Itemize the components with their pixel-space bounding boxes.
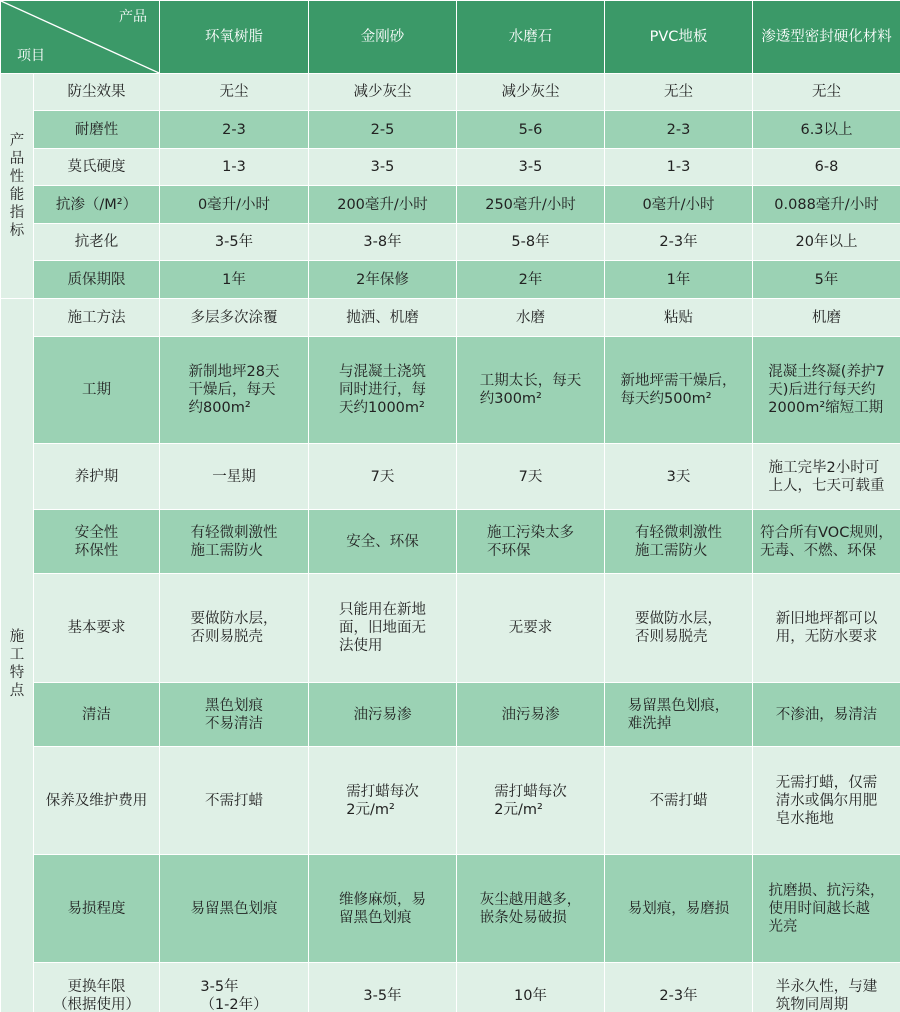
table-cell	[457, 855, 605, 963]
group-label-char: 性	[9, 169, 25, 185]
table-cell	[753, 74, 900, 111]
cell-text: 抗磨损、抗污染， 使用时间越长越 光亮	[768, 882, 885, 935]
row-label-text: 安全性 环保性	[74, 524, 119, 559]
table-cell	[753, 574, 900, 683]
table-cell	[160, 683, 309, 747]
table-cell	[605, 444, 753, 510]
cell-text: 不需打蜡	[649, 792, 708, 809]
group-label-char: 品	[9, 151, 25, 167]
cell-text: 6.3以上	[800, 121, 853, 138]
table-cell	[605, 149, 753, 186]
table-cell	[605, 261, 753, 299]
table-cell	[160, 261, 309, 299]
cell-text: 5-8年	[511, 234, 550, 250]
cell-text: 有轻微刺激性 施工需防火	[635, 524, 722, 559]
row-label	[34, 747, 160, 855]
row-label	[34, 574, 160, 683]
corner-header-cell	[1, 1, 160, 74]
row-label	[34, 963, 160, 1012]
table-cell	[753, 186, 900, 224]
cell-text: 只能用在新地 面，旧地面无 法使用	[339, 602, 426, 654]
cell-text: 3天	[666, 468, 691, 485]
row-label	[34, 299, 160, 337]
row-label-text: 施工方法	[67, 309, 126, 326]
table-row	[1, 574, 900, 683]
cell-text: 需打蜡每次 2元/m²	[494, 783, 567, 818]
row-label	[34, 337, 160, 444]
group-label-char: 指	[9, 205, 25, 221]
table-cell	[605, 963, 753, 1012]
cell-text: 5-6	[518, 121, 543, 138]
table-cell	[753, 224, 900, 261]
cell-text: 2-3年	[659, 987, 698, 1004]
row-label-text: 防尘效果	[67, 84, 126, 100]
table-row	[1, 510, 900, 574]
product-header-pvc: PVC地板	[605, 1, 753, 74]
table-cell	[309, 855, 457, 963]
row-label	[34, 683, 160, 747]
cell-text: 250毫升/小时	[485, 196, 576, 213]
cell-text: 无需打蜡，仅需 清水或偶尔用肥 皂水拖地	[775, 774, 878, 827]
cell-text: 5年	[814, 271, 839, 288]
cell-text: 10年	[514, 987, 547, 1004]
cell-text: 无尘	[664, 84, 693, 100]
table-row	[1, 299, 900, 337]
row-label-text: 质保期限	[67, 271, 126, 288]
table-cell	[605, 224, 753, 261]
table-cell	[753, 299, 900, 337]
table-cell	[457, 747, 605, 855]
cell-text: 机磨	[812, 309, 841, 326]
cell-text: 不渗油，易清洁	[775, 706, 878, 723]
group-label-char: 工	[9, 646, 25, 663]
row-label-text: 莫氏硬度	[67, 159, 126, 175]
cell-text: 易划痕，易磨损	[627, 900, 730, 917]
cell-text: 安全、环保	[346, 533, 419, 550]
cell-text: 易留黑色划痕， 难洗掉	[627, 697, 730, 732]
table-cell	[457, 337, 605, 444]
cell-text: 工期太长，每天 约300m²	[479, 373, 582, 407]
row-label-text: 更换年限 （根据使用）	[53, 978, 140, 1012]
table-cell	[753, 747, 900, 855]
table-cell	[457, 111, 605, 149]
table-row	[1, 855, 900, 963]
table-cell	[753, 111, 900, 149]
cell-text: 2-5	[370, 121, 395, 138]
cell-text: 3-8年	[363, 234, 402, 250]
table-cell	[309, 299, 457, 337]
product-header-penetrating-sealer: 渗透型密封硬化材料	[753, 1, 900, 74]
cell-text: 1-3	[222, 159, 246, 175]
group-label-char: 产	[9, 133, 25, 149]
table-cell	[457, 149, 605, 186]
table-cell	[457, 444, 605, 510]
table-cell	[457, 963, 605, 1012]
table-cell	[605, 299, 753, 337]
cell-text: 油污易渗	[501, 706, 560, 723]
cell-text: 减少灰尘	[501, 84, 560, 100]
cell-text: 3-5	[370, 159, 395, 175]
table-cell	[160, 747, 309, 855]
cell-text: 要做防水层， 否则易脱壳	[635, 611, 722, 645]
cell-text: 油污易渗	[353, 706, 412, 723]
row-label	[34, 510, 160, 574]
cell-text: 减少灰尘	[353, 84, 412, 100]
cell-text: 混凝土终凝(养护7 天)后进行每天约 2000m²缩短工期	[768, 364, 885, 416]
table-row	[1, 747, 900, 855]
table-cell	[309, 683, 457, 747]
row-label-text: 养护期	[74, 468, 119, 485]
cell-text: 需打蜡每次 2元/m²	[346, 783, 419, 818]
table-cell	[309, 74, 457, 111]
row-label-text: 耐磨性	[74, 121, 119, 138]
group-label-text	[7, 628, 27, 700]
cell-text: 2-3年	[659, 234, 698, 250]
product-header-emery: 金刚砂	[309, 1, 457, 74]
table-cell	[457, 186, 605, 224]
table-row	[1, 149, 900, 186]
table-cell	[309, 224, 457, 261]
row-label-text: 易损程度	[67, 900, 126, 917]
table-cell	[605, 111, 753, 149]
cell-text: 施工完毕2小时可 上人，七天可载重	[768, 459, 885, 494]
cell-text: 易留黑色划痕	[190, 900, 278, 917]
table-cell	[309, 510, 457, 574]
cell-text: 新制地坪28天 干燥后，每天 约800m²	[188, 364, 280, 416]
table-cell	[457, 299, 605, 337]
header-row	[1, 1, 900, 74]
group-label-char: 点	[9, 682, 25, 699]
table-cell	[605, 74, 753, 111]
table-row	[1, 337, 900, 444]
cell-text: 0毫升/小时	[197, 196, 271, 213]
table-cell	[605, 574, 753, 683]
table-row	[1, 224, 900, 261]
table-cell	[457, 74, 605, 111]
table-cell	[160, 963, 309, 1012]
row-label	[34, 74, 160, 111]
cell-text: 3-5年 （1-2年）	[200, 978, 268, 1012]
cell-text: 水磨	[516, 309, 545, 326]
table-cell	[457, 261, 605, 299]
cell-text: 1-3	[666, 159, 691, 175]
table-cell	[160, 224, 309, 261]
group-label-text	[7, 132, 27, 240]
cell-text: 1年	[666, 271, 691, 288]
table-cell	[457, 224, 605, 261]
cell-text: 0毫升/小时	[642, 196, 715, 213]
cell-text: 要做防水层， 否则易脱壳	[190, 611, 278, 645]
cell-text: 符合所有VOC规则， 无毒、不燃、环保	[760, 524, 893, 559]
table-cell	[605, 855, 753, 963]
cell-text: 有轻微刺激性 施工需防火	[190, 524, 278, 559]
cell-text: 2年	[518, 271, 543, 288]
table-row	[1, 963, 900, 1012]
table-cell	[160, 149, 309, 186]
table-cell	[457, 510, 605, 574]
cell-text: 0.088毫升/小时	[774, 196, 879, 213]
table-cell	[605, 510, 753, 574]
row-label	[34, 186, 160, 224]
cell-text: 3-5年	[363, 987, 402, 1004]
cell-text: 新地坪需干燥后， 每天约500m²	[620, 373, 737, 407]
corner-item-label: 项目	[17, 48, 45, 64]
table-cell	[457, 683, 605, 747]
table-cell	[160, 74, 309, 111]
table-cell	[160, 299, 309, 337]
table-cell	[753, 683, 900, 747]
cell-text: 半永久性，与建 筑物同周期	[775, 978, 878, 1012]
table-row	[1, 186, 900, 224]
cell-text: 一星期	[212, 468, 256, 485]
table-row	[1, 111, 900, 149]
table-cell	[753, 510, 900, 574]
table-row	[1, 444, 900, 510]
table-cell	[753, 855, 900, 963]
cell-text: 无尘	[812, 84, 841, 100]
table-cell	[160, 574, 309, 683]
row-label	[34, 444, 160, 510]
table-cell	[160, 186, 309, 224]
group-label-char: 特	[9, 664, 25, 681]
cell-text: 1年	[222, 271, 246, 288]
table-cell	[753, 149, 900, 186]
product-header-terrazzo: 水磨石	[457, 1, 605, 74]
cell-text: 7天	[518, 468, 543, 485]
table-cell	[309, 149, 457, 186]
table-cell	[160, 510, 309, 574]
table-cell	[309, 337, 457, 444]
cell-text: 与混凝土浇筑 同时进行，每 天约1000m²	[339, 364, 426, 416]
row-label	[34, 261, 160, 299]
table-row	[1, 261, 900, 299]
group-label-construction	[1, 299, 34, 1012]
table-cell	[309, 444, 457, 510]
row-label-text: 抗老化	[74, 234, 119, 250]
table-cell	[457, 574, 605, 683]
table-cell	[309, 574, 457, 683]
cell-text: 不需打蜡	[205, 792, 263, 809]
table-cell	[309, 747, 457, 855]
row-label-text: 基本要求	[67, 620, 126, 636]
cell-text: 20年以上	[795, 234, 858, 250]
row-label-text: 清洁	[82, 706, 111, 723]
cell-text: 抛洒、机磨	[346, 309, 419, 326]
table-cell	[160, 855, 309, 963]
cell-text: 无要求	[508, 620, 553, 636]
row-label-text: 保养及维护费用	[45, 792, 148, 809]
table-cell	[605, 186, 753, 224]
cell-text: 200毫升/小时	[337, 196, 428, 213]
corner-product-label: 产品	[119, 9, 147, 25]
table-cell	[160, 444, 309, 510]
table-cell	[309, 186, 457, 224]
table-cell	[309, 963, 457, 1012]
table-cell	[753, 337, 900, 444]
table-row	[1, 683, 900, 747]
table-cell	[605, 683, 753, 747]
cell-text: 新旧地坪都可以 用，无防水要求	[775, 611, 878, 645]
group-label-char: 能	[9, 187, 25, 203]
table-cell	[605, 337, 753, 444]
cell-text: 维修麻烦，易 留黑色划痕	[339, 891, 426, 926]
cell-text: 3-5	[518, 159, 543, 175]
group-label-char: 标	[9, 223, 25, 239]
cell-text: 2-3	[666, 121, 691, 138]
table-cell	[753, 444, 900, 510]
table-cell	[160, 111, 309, 149]
table-cell	[605, 747, 753, 855]
row-label	[34, 111, 160, 149]
cell-text: 粘贴	[664, 309, 693, 326]
row-label	[34, 855, 160, 963]
row-label	[34, 224, 160, 261]
table-cell	[160, 337, 309, 444]
table-cell	[309, 111, 457, 149]
cell-text: 灰尘越用越多， 嵌条处易破损	[479, 891, 582, 926]
product-header-epoxy: 环氧树脂	[160, 1, 309, 74]
table-cell	[753, 963, 900, 1012]
group-label-performance	[1, 74, 34, 299]
cell-text: 无尘	[219, 84, 249, 100]
cell-text: 黑色划痕 不易清洁	[205, 697, 263, 732]
cell-text: 施工污染太多 不环保	[487, 524, 574, 559]
row-label-text: 抗渗（/M²）	[55, 196, 138, 213]
cell-text: 2-3	[222, 121, 246, 138]
cell-text: 3-5年	[214, 234, 254, 250]
cell-text: 6-8	[814, 159, 839, 175]
table-cell	[753, 261, 900, 299]
table-row	[1, 74, 900, 111]
cell-text: 多层多次涂覆	[190, 309, 278, 326]
row-label-text: 工期	[82, 382, 111, 398]
cell-text: 7天	[370, 468, 395, 485]
table-cell	[309, 261, 457, 299]
cell-text: 2年保修	[356, 271, 409, 288]
group-label-char: 施	[9, 628, 25, 645]
row-label	[34, 149, 160, 186]
